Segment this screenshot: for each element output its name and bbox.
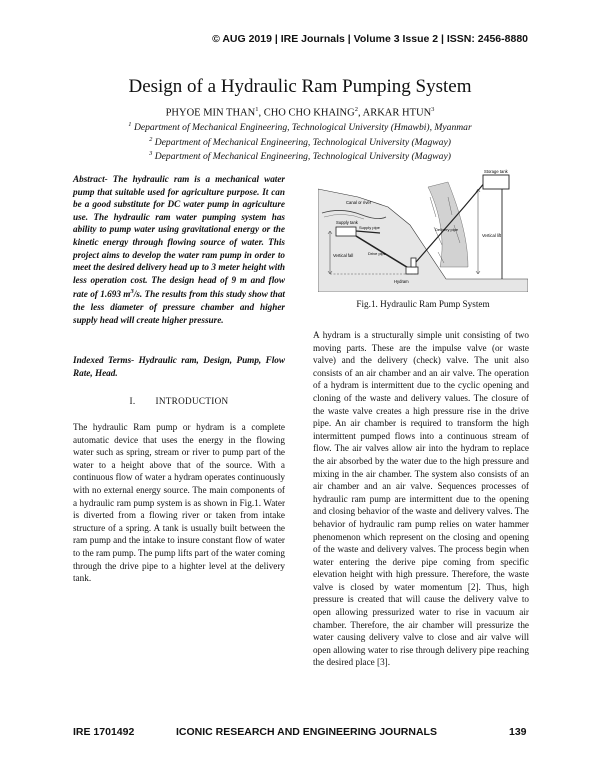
index-terms <box>73 354 285 379</box>
author-sep: , <box>258 107 264 119</box>
affiliation-3 <box>0 150 600 162</box>
affiliation-sup: 1 <box>128 121 132 128</box>
abstract-sup: 3 <box>130 288 134 296</box>
author-sup: 3 <box>431 106 435 113</box>
label-vertical-lift: Vertical lift <box>482 233 502 238</box>
paper-title: Design of a Hydraulic Ram Pumping System <box>128 76 472 97</box>
author-sup: 1 <box>255 106 259 113</box>
label-drive-pipe: Drive pipe <box>368 251 387 256</box>
air-chamber-shape <box>411 258 416 267</box>
label-hydram: Hydram <box>394 279 409 284</box>
label-delivery-pipe: Delivery pipe <box>435 227 459 232</box>
affiliation-1 <box>0 121 600 133</box>
hydram-figure <box>318 167 528 292</box>
author-sup: 2 <box>354 106 358 113</box>
footer-journal-name: ICONIC RESEARCH AND ENGINEERING JOURNALS <box>176 726 437 738</box>
footer-page-number: 139 <box>509 726 527 738</box>
author-line <box>0 106 600 119</box>
running-header: © AUG 2019 | IRE Journals | Volume 3 Issue 2 | ISSN: 2456-8880 <box>212 33 528 45</box>
affiliation-sup: 3 <box>149 150 153 157</box>
label-storage-tank: Storage tank <box>484 169 508 174</box>
hydram-shape <box>406 267 418 274</box>
abstract <box>73 173 285 326</box>
intro-text: The hydraulic Ram pump or hydram is a complete automatic device that uses the energy in the flowing water such as spring, stream or river to pump part of the water to a height above that of the source. With a continuous flow of water a hydram operates continuously with no external energy source. The main components of a hydraulic ram pump system is as shown in Fig.1. Water is diverted from a flowing river or taken from intake structure of a spring. A tank is usually built between the ram pump and the intake to insure constant flow of water to the ram pump. The pump lifts part of the water coming through the drive pipe to a highter level at the delivery tank. <box>73 422 285 584</box>
label-vertical-fall: Vertical fall <box>333 253 354 258</box>
author-name: PHYOE MIN THAN <box>165 107 256 119</box>
intro-paragraph <box>73 421 285 585</box>
affiliation-text: Department of Mechanical Engineering, Technological University (Magway) <box>154 137 451 149</box>
label-canal: Canal or river <box>346 200 372 205</box>
index-terms-text: Indexed Terms- Hydraulic ram, Design, Pump, Flow Rate, Head. <box>73 355 285 378</box>
abstract-text: Abstract- The hydraulic ram is a mechanical water pump that suitable used for agriculture purpose. It can be a good substitute for DC water pump in agriculture use. The hydraulic ram water pumping system has ability to pump water using gravitational energy or the kinetic energy through flowing source of water. This project aims to develop the water ram pump in order to meet the desired delivery head up to 3 meter height with less operation cost. The design head of 9 m and flow rate of 1.693 m <box>73 174 285 300</box>
section-title: INTRODUCTION <box>155 396 229 406</box>
supply-tank-shape <box>336 227 356 236</box>
label-supply-pipe: Supply pipe <box>359 225 380 230</box>
affiliation-text: Department of Mechanical Engineering, Technological University (Magway) <box>154 151 451 163</box>
affiliation-text: Department of Mechanical Engineering, Technological University (Hmawbi), Myanmar <box>133 122 472 134</box>
affiliation-sup: 2 <box>149 136 153 143</box>
section-number: I. <box>129 396 136 406</box>
footer-paper-id: IRE 1701492 <box>73 726 135 738</box>
affiliation-2 <box>0 136 600 148</box>
label-supply-tank: Supply tank <box>336 220 358 225</box>
storage-tank-shape <box>483 175 509 189</box>
right-column-paragraph <box>313 329 529 669</box>
abstract-text-end: /s. The results from this study show that the less diameter of pressure chamber and higher supply head will create higher pressure. <box>73 289 285 325</box>
right-column-text: A hydram is a structurally simple unit consisting of two moving parts. These are the impulse valve (or waste valve) and the delivery (check) valve. The unit also consists of an air chamber and an air valve. The operation of a hydram is intermittent due to the cyclic opening and cloning of the waste and delivery values. The closure of the waste valve creates a high pressure rise in the drive pipe. An air chamber is required to transform the high intermittent pumped flows into a continuous stream of flow. The air valves allow air into the hydram to replace the air absorbed by the water due to the high pressure and mixing in the air chamber. The system also consists of an air chamber and an air valve. Sequences processes of hydraulic ram pump are intermittent due to the opening and closing behavior of the waste and delivery valves. The behavior of hydraulic ram pump relies on water hammer phenomenon which represent on the closing and opening of the waste and delivery valves. The process begin when water entering the derive pipe coming from specific elevation height with high pressure. Therefore, the waste valve is closed by water momentum [2]. Thus, high pressure is created that will cause the delivery valve to open allowing pressurized water to rise in vacuum air chamber. Therefore, the air chamber will pressurize the water causing delivery valve to close and air valve will open allowing water to rise through delivery pipe reaching the desired place [3]. <box>313 330 529 668</box>
author-name: CHO CHO KHAING <box>263 107 355 119</box>
figure-caption: Fig.1. Hydraulic Ram Pump System <box>356 299 490 309</box>
author-sep: , <box>357 107 363 119</box>
author-name: ARKAR HTUN <box>362 107 432 119</box>
section-heading <box>73 396 285 406</box>
